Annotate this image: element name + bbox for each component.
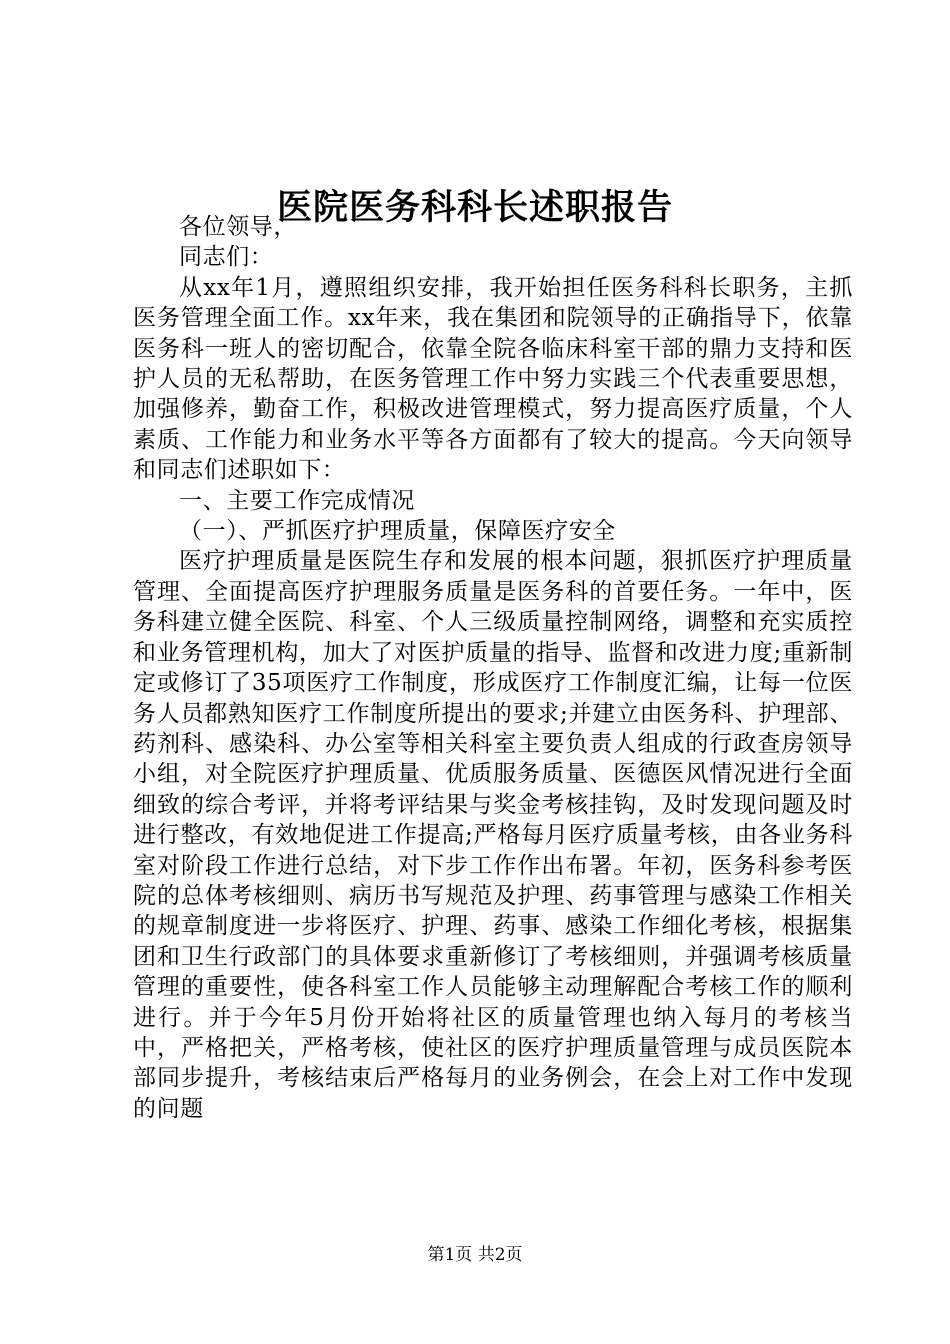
page-number: 第1页 共2页 (427, 1245, 523, 1265)
document-body (133, 212, 853, 1124)
page-title: 医院医务科科长述职报告 (276, 187, 673, 228)
salutation-comrades: 同志们： (179, 244, 274, 271)
body-paragraph: 医疗护理质量是医院生存和发展的根本问题，狠抓医疗护理质量管理、全面提高医疗护理服务质量是医务科的首要任务。一年中，医务科建立健全医院、科室、个人三级质量控制网络，调整和充实质控和业务管理机构，加大了对医护质量的指导、监督和改进力度;重新制定或修订了35项医疗工作制度，形成医疗工作制度汇编，让每一位医务人员都熟知医疗工作制度所提出的要求;并建立由医务科、护理部、药剂科、感染科、办公室等相关科室主要负责人组成的行政查房领导小组，对全院医疗护理质量、优质服务质量、医德医风情况进行全面细致的综合考评，并将考评结果与奖金考核挂钩，及时发现问题及时进行整改，有效地促进工作提高;严格每月医疗质量考核，由各业务科室对阶段工作进行总结，对下步工作作出布署。年初，医务科参考医院的总体考核细则、病历书写规范及护理、药事管理与感染工作相关的规章制度进一步将医疗、护理、药事、感染工作细化考核，根据集团和卫生行政部门的具体要求重新修订了考核细则，并强调考核质量管理的重要性，使各科室工作人员能够主动理解配合考核工作的顺利进行。并于今年5月份开始将社区的质量管理也纳入每月的考核当中，严格把关，严格考核，使社区的医疗护理质量管理与成员医院本部同步提升，考核结束后严格每月的业务例会，在会上对工作中发现的问题 (133, 548, 853, 1122)
intro-paragraph: 从xx年1月，遵照组织安排，我开始担任医务科科长职务，主抓医务管理全面工作。xx年来，我在集团和院领导的正确指导下，依靠医务科一班人的密切配合，依靠全院各临床科室干部的鼎力支持和医护人员的无私帮助，在医务管理工作中努力实践三个代表重要思想，加强修养，勤奋工作，积极改进管理模式，努力提高医疗质量，个人素质、工作能力和业务水平等各方面都有了较大的提高。今天向领导和同志们述职如下： (133, 274, 853, 484)
subsection-heading: （一）、严抓医疗护理质量，保障医疗安全 (179, 518, 616, 545)
section-heading: 一、主要工作完成情况 (179, 487, 415, 514)
salutation-leaders: 各位领导， (179, 214, 297, 240)
